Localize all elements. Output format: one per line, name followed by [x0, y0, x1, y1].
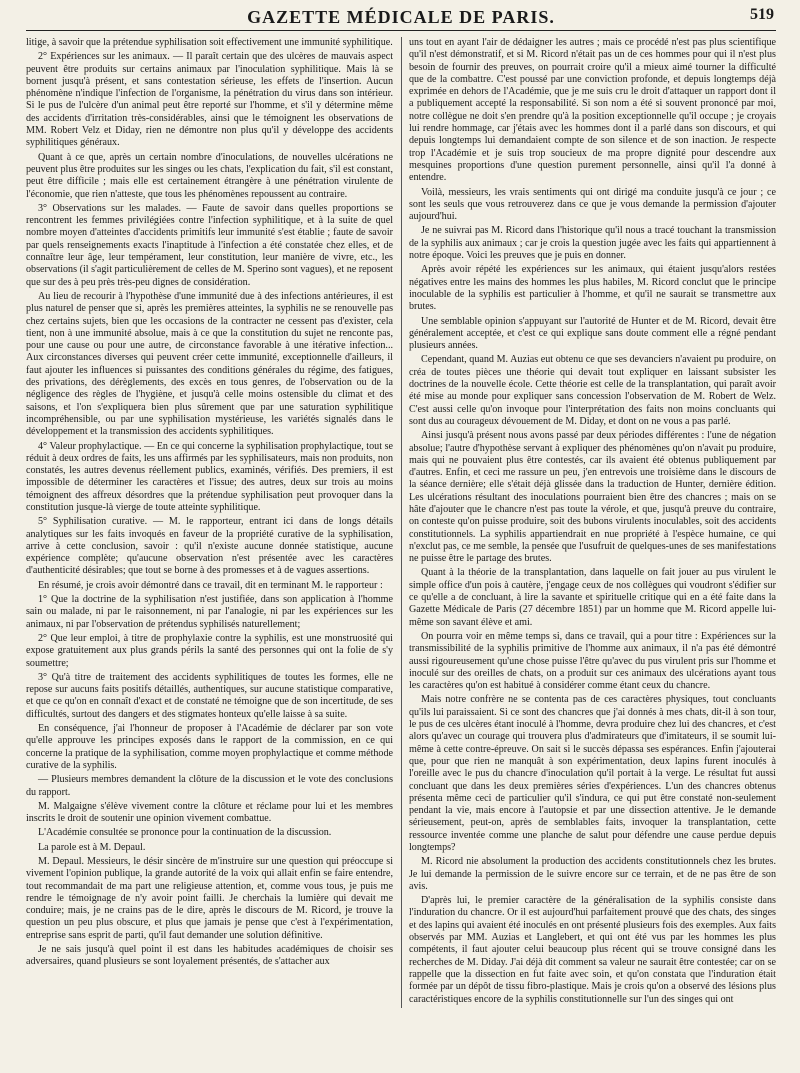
paragraph: 4° Valeur prophylactique. — En ce qui concerne la syphilisation prophylactique, tout se réduit à deux ordres de faits, les uns affirmés par les syphilisateurs, mais non produits, non constatés, les autres devenus réellement publics, examinés, vérifiés. Des premiers, il est impossible de déterminer les caractères et l'issue; des autres, deux sur trois au moins témoignent des affreux désordres que la prétendue syphilisation peut provoquer dans la constitution jusque-là vierge de toute atteinte syphilitique. — [26, 440, 393, 513]
paragraph: On pourra voir en même temps si, dans ce travail, qui a pour titre : Expériences sur la transmissibilité de la syphilis primitive de l'homme aux animaux, il n'a pas été démontré aussi rigoureusement qu'une chose puisse l'être qu'avec du pus virulent pris sur l'homme et inoculé sur des oreilles de chats, on a produit sur ces animaux des ulcérations ayant tous les caractères qu'on est habitué à considérer comme étant ceux du chancre. — [409, 630, 776, 692]
paragraph: uns tout en ayant l'air de dédaigner les autres ; mais ce procédé n'est pas plus scientifique qu'il n'est démonstratif, et si M. Ricord n'était pas un de ces hommes pour qui il n'est plus besoin de fournir des preuves, on pourrait croire qu'il a mieux aimé tourner la difficulté que de la combattre. C'est poussé par une conviction profonde, et depuis longtemps déjà exprimée en dehors de l'Académie, que je me suis cru le droit d'attaquer un rapport dont il a publiquement accepté la responsabilité. Si son nom a été si souvent prononcé par moi, notre collègue ne doit s'en prendre qu'à la position exceptionnelle qu'il occupe ; je croyais lui rendre hommage, car j'étais avec les hommes dont il a parlé dans son discours, et qui depuis longtemps lui demandaient compte de son silence et de son inaction. Je respecte trop l'Académie et je suis trop soucieux de ma propre dignité pour descendre aux mesquines proportions d'une question purement personnelle, ainsi qu'il l'a donné à entendre. — [409, 37, 776, 184]
paragraph: L'Académie consultée se prononce pour la continuation de la discussion. — [38, 827, 332, 839]
left-column — [26, 37, 393, 1008]
paragraph: Cependant, quand M. Auzias eut obtenu ce que ses devanciers n'avaient pu produire, on créa de toutes pièces une théorie qui devait tout expliquer en laissant subsister les doctrines de la nouvelle école. Cette théorie est celle de la transplantation, qui paraît avoir été mise au monde pour expliquer sans concession l'observation de M. Robert de Welz. C'est aussi celle qu'on invoque pour l'interprétation des faits non moins concluants qui sont dus au courageux dévouement de M. Diday, et dont on ne vous a pas parlé. — [409, 354, 776, 427]
paragraph: Une semblable opinion s'appuyant sur l'autorité de Hunter et de M. Ricord, devait être généralement acceptée, et c'est ce qui explique sans doute comment elle a régné pendant plusieurs années. — [409, 315, 776, 352]
paragraph: 5° Syphilisation curative. — M. le rapporteur, entrant ici dans de longs détails analytiques sur les faits invoqués en faveur de la propriété curative de la syphilisation, arrive à cette conclusion, savoir : qu'il n'existe aucune donnée statistique, aucune expérience complète; qu'aucune observation n'est présentée avec les caractères d'authenticité désirables; que tout se borne à des promesses et à de vagues assertions. — [26, 516, 393, 577]
paragraph: Je ne sais jusqu'à quel point il est dans les habitudes académiques de choisir ses adversaires, quand plusieurs se sont loyalement présentés, de s'attacher aux — [26, 944, 393, 968]
paragraph: Quant à ce que, après un certain nombre d'inoculations, de nouvelles ulcérations ne peuvent plus être produites sur les singes ou les chats, l'explication du fait, s'il est constant, peut être difficile ; mais elle est certainement étrangère à une pénétration virulente de l'économie, que rien n'atteste, que tous les phénomènes repoussent au contraire. — [26, 151, 393, 200]
paragraph: litige, à savoir que la prétendue syphilisation soit effectivement une immunité syphilitique. — [26, 37, 393, 48]
paragraph: 2° Que leur emploi, à titre de prophylaxie contre la syphilis, est une monstruosité qui expose gratuitement aux plus grands périls la santé des personnes qui ont la folie de s'y soumettre; — [26, 632, 393, 669]
page-title: GAZETTE MÉDICALE DE PARIS. — [247, 7, 555, 27]
paragraph: Mais notre confrère ne se contenta pas de ces caractères physiques, tout concluants qu'ils lui paraissaient. Si ce sont des chancres que j'ai donnés à mes chats, dit-il à son tour, le pus de ces ulcères étant inoculé à l'homme, devra produire chez lui des chancres, et c'est alors qu'avec un courage qui trouvera plus d'admirateurs que d'imitateurs, il se soumit lui-même à cette contre-épreuve. On sait si le succès dépassa ses espérances. Enfin j'ajouterai que, pour que rien ne manquât à son expérimentation, deux lapins furent inoculés à l'oreille avec le pus du chancre d'inoculation qu'il portait à la verge. Le résultat fut aussi concluant que dans les deux premières séries d'expériences. L'un des chancres obtenus présenta même ceci de particulier qu'il s'indura, ce qui put être constaté non-seulement pendant la vie, mais encore à l'autopsie et par une dissection attentive. Je le demande sérieusement, peut-on, après de semblables faits, invoquer la transplantation, cette ressource inventée comme une planche de salut pour défendre une cause perdue depuis longtemps? — [409, 694, 776, 853]
page-number: 519 — [750, 6, 774, 23]
paragraph: Quant à la théorie de la transplantation, dans laquelle on fait jouer au pus virulent le simple office d'un pois à cautère, j'engage ceux de nos collègues qui voudront s'édifier sur ce qu'elle a de concluant, à lire la savante et spirituelle critique qui en a été faite dans la Gazette Médicale de Paris (27 décembre 1851) par un homme que M. Ricord appelle lui-même son savant élève et ami. — [409, 567, 776, 628]
column-divider — [401, 37, 402, 1008]
paragraph: 1° Que la doctrine de la syphilisation n'est justifiée, dans son application à l'homme sain ou malade, ni par le raisonnement, ni par l'analogie, ni par les expériences sur les animaux, ni par l'observation de prétendus syphilisés naturellement; — [26, 594, 393, 630]
paragraph: Ainsi jusqu'à présent nous avons passé par deux périodes différentes : l'une de négation absolue; l'autre d'hypothèse servant à expliquer des phénomènes qu'on n'avait pu produire, mais qui ne pouvaient plus être contestés, car ils avaient été obtenus publiquement par d'autres. Enfin, et ceci me rassure un peu, j'en entrevois une troisième dans le discours de la séance dernière; elle s'était déjà glissée dans la traduction de Hunter, dernière édition. Les ulcérations résultant des inoculations pourraient bien être des chancres ; mais on se hâte d'ajouter que le chancre n'est pas toute la vérole, et que, jusqu'à preuve du contraire, on conteste qu'on puisse produire, soit des bubons virulents inoculables, soit des accidents constitutionnels. La syphilis appartiendrait en nue propriété à l'espèce humaine, ce qui n'exclut pas, ce me semble, la pensée que l'usufruit de quelques-unes de ses manifestations ne puisse être le partage des brutes. — [409, 430, 776, 565]
paragraph: 3° Observations sur les malades. — Faute de savoir dans quelles proportions se rencontrent les femmes privilégiées contre l'infection syphilitique, et à la suite de quel nombre moyen d'atteintes d'accidents primitifs leur immunité s'est établie ; faute de savoir par quels renseignements exacts l'inaptitude à l'infection a été constatée chez elles, et de connaître leur âge, leur tempérament, leur constitution, leur manière de vivre, etc., les observations (il s'agit particulièrement de celles de M. Sperino sont vagues), et ne reposent que sur des à peu près très-peu dignes de considération. — [26, 202, 393, 288]
paragraph: Voilà, messieurs, les vrais sentiments qui ont dirigé ma conduite jusqu'à ce jour ; ce sont les seuls que vous retrouverez dans ce que je vous demande la permission d'ajouter aujourd'hui. — [409, 186, 776, 223]
text-columns — [26, 37, 776, 1008]
paragraph: 2° Expériences sur les animaux. — Il paraît certain que des ulcères de mauvais aspect peuvent être produits sur certains animaux par l'inoculation syphilitique. Mais là se bornent jusqu'à présent, et sans contestation sérieuse, les effets de l'insertion. Aucun phénomène n'indique l'infection de l'organisme, la pénétration du virus dans son intérieur. Si le pus de l'ulcère d'un animal peut être reporté sur l'homme, et s'il y détermine même des accidents d'irritation très-considérables, ainsi que le témoignent les observations de MM. Robert Velz et Diday, rien ne démontre non plus qu'il y développe des accidents syphilitiques généraux. — [26, 51, 393, 149]
paragraph: En résumé, je crois avoir démontré dans ce travail, dit en terminant M. le rapporteur : — [38, 579, 383, 591]
paragraph: D'après lui, le premier caractère de la généralisation de la syphilis consiste dans l'induration du chancre. Or il est aujourd'hui parfaitement prouvé que des chats, des singes et des lapins qui avaient été inoculés en ont présenté plusieurs fois des exemples. Aux faits observés par MM. Auzias et Langlebert, et qui ont été vus par les hommes les plus compétents, il faut ajouter celui beaucoup plus récent qui se trouve consigné dans les recherches de M. Diday. J'ai déjà dit comment sa valeur ne saurait être contestée; car on se rappelle que la dissection en fut faite avec soin, et qu'on constata que l'induration était formée par un dépôt de tissu fibro-plastique. Mais je crois qu'on a observé des lésions plus caractéristiques encore de la syphilis constitutionnelle sur l'un des singes qui ont — [409, 895, 776, 1005]
paragraph: En conséquence, j'ai l'honneur de proposer à l'Académie de déclarer par son vote qu'elle approuve les principes exposés dans le rapport de la commission, en ce qui concerne la pratique de la syphilisation, comme moyen prophylactique et comme méthode curative de la syphilis. — [26, 723, 393, 771]
page-header — [26, 6, 776, 31]
paragraph: La parole est à M. Depaul. — [38, 841, 146, 853]
paragraph: M. Malgaigne s'élève vivement contre la clôture et réclame pour lui et les membres inscrits le droit de soutenir une opinion vivement combattue. — [26, 800, 393, 825]
paragraph: Je ne suivrai pas M. Ricord dans l'historique qu'il nous a tracé touchant la transmission de la syphilis aux animaux ; car je crois la question jugée avec les faits qui appartiennent à notre époque. Voici les preuves que je puis en donner. — [409, 225, 776, 262]
right-column — [409, 37, 776, 1008]
paragraph: Au lieu de recourir à l'hypothèse d'une immunité due à des infections antérieures, il est plus naturel de penser que si, après les premières atteintes, la syphilis ne se renouvelle pas chez certains sujets, bien que les occasions de la contracter ne cessent pas d'exister, cela tient, non à une immunité absolue, mais à ce que la constitution du sujet ne renconte pas, pour une cause ou pour une autre, de circonstance favorable à une itérative infection... Aux circonstances diverses qui peuvent créer cette immunité, exceptionnelle d'ailleurs, il faut ajouter les influences si puissantes des conditions générales du régime, des fatigues, des privations, des dérèglements, des excès en tous genres, de l'observation ou de la négligence des règles de l'hygiène, et jusqu'à celle moins ostensible du climat et des saisons, et l'on s'expliquera bien plus sûrement que par une saturation syphilitique incompréhensible, ou par une syphilisation mystérieuse, les variétés signalés dans le développement et la transmission des accidents syphilitiques. — [26, 290, 393, 438]
paragraph: M. Ricord nie absolument la production des accidents constitutionnels chez les brutes. Je lui demande la permission de le suivre encore sur ce terrain, et de ne pas être de son avis. — [409, 856, 776, 892]
paragraph: Après avoir répété les expériences sur les animaux, qui étaient jusqu'alors restées négatives entre les mains des hommes les plus habiles, M. Ricord conclut que le principe inoculable de la syphilis est particulier à l'homme, et qu'il ne saurait se transmettre aux brutes. — [409, 264, 776, 313]
paragraph: 3° Qu'à titre de traitement des accidents syphilitiques de toutes les formes, elle ne repose sur aucuns faits positifs détaillés, authentiques, sur aucune statistique comparative, et que ce qu'on en connaît d'exact et de constaté ne témoigne que de son incertitude, de ses difficultés, surtout des dangers et des stigmates honteux qu'elle laisse à sa suite. — [26, 671, 393, 720]
paragraph: — Plusieurs membres demandent la clôture de la discussion et le vote des conclusions du rapport. — [26, 774, 393, 798]
paragraph: M. Depaul. Messieurs, le désir sincère de m'instruire sur une question qui préoccupe si vivement l'opinion publique, la grande autorité de la voix qui allait enfin se faire entendre, tout recommandait de ma part une religieuse attention, et, comme vous tous, je puis me rendre le témoignage de n'y avoir point failli. Je cherchais la lumière qui devait me conduire; mais, je ne crains pas de le dire, après le discours de M. Ricord, je trouve la question un peu plus obscure, et plus que jamais je pense que c'est à l'expérimentation, entreprise sans esprit de parti, qu'il faut demander une solution définitive. — [26, 856, 393, 941]
